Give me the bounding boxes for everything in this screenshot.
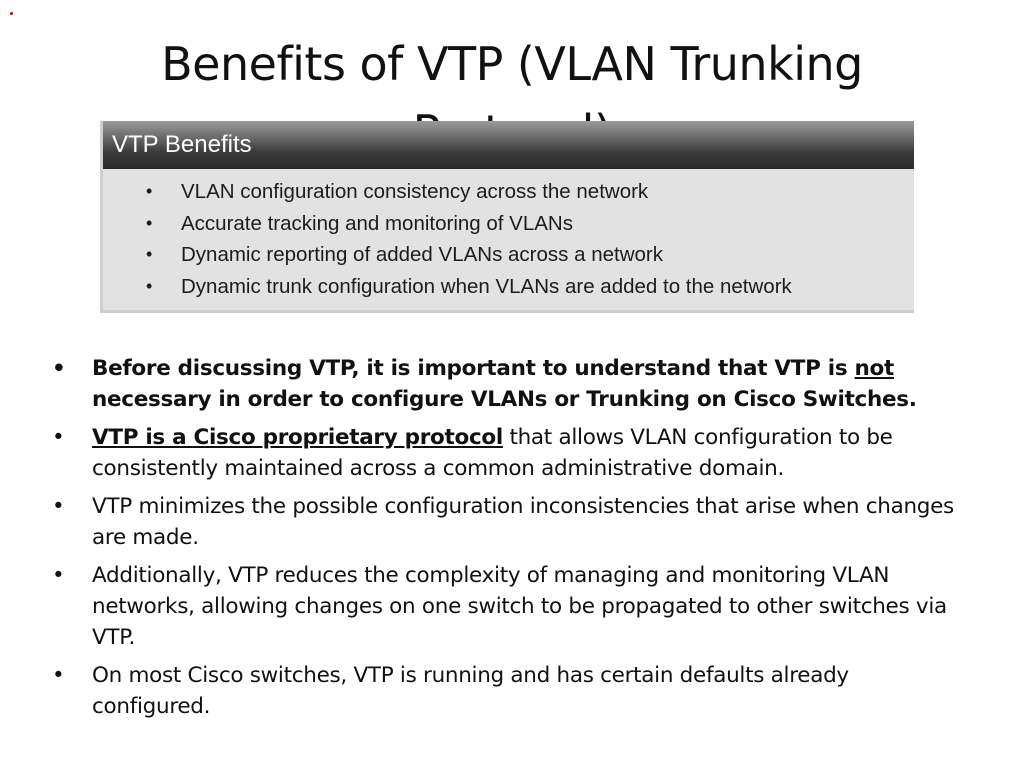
- point-text: On most Cisco switches, VTP is running and has certain defaults already configured.: [92, 663, 849, 719]
- bullet-point: [52, 422, 972, 484]
- bullet-point: [52, 560, 972, 653]
- bullet-point: [52, 353, 972, 415]
- figure-header: VTP Benefits: [103, 121, 914, 169]
- slide-title: Benefits of VTP (VLAN Trunking: [161, 37, 863, 91]
- emphasis-not: not: [854, 356, 894, 381]
- bullet-icon: •: [146, 181, 153, 201]
- body-content: [52, 353, 972, 729]
- figure-item-text: VLAN configuration consistency across the network: [181, 180, 649, 203]
- bullet-icon: •: [146, 212, 153, 233]
- corner-mark: [10, 12, 13, 15]
- bullet-icon: •: [52, 663, 65, 688]
- figure-item-text: Dynamic reporting of added VLANs across a network: [181, 243, 663, 266]
- bullet-point: [52, 660, 972, 722]
- figure-item: [103, 239, 914, 271]
- point-text: necessary in order to configure VLANs or Trunking on Cisco Switches.: [92, 387, 917, 412]
- figure-item-text: Dynamic trunk configuration when VLANs are added to the network: [181, 274, 792, 298]
- figure-item-text: Accurate tracking and monitoring of VLANs: [181, 211, 573, 235]
- bullet-icon: •: [52, 494, 65, 519]
- point-text: Before discussing VTP, it is important to understand that VTP is: [92, 356, 855, 381]
- point-text: Additionally, VTP reduces the complexity of managing and monitoring VLAN networks, allowing changes on one switch to be propagated to other switches via VTP.: [92, 563, 947, 650]
- bullet-point: [52, 491, 972, 553]
- bullet-icon: •: [52, 356, 66, 381]
- bullet-icon: •: [146, 275, 153, 296]
- vtp-benefits-figure: [100, 121, 914, 313]
- point-text: that allows VLAN configuration to be consistently maintained across a common administrative domain.: [92, 425, 893, 481]
- bullet-icon: •: [52, 425, 65, 450]
- emphasis-proprietary: VTP is a Cisco proprietary protocol: [92, 425, 503, 450]
- figure-list: [103, 169, 914, 302]
- bullet-icon: •: [146, 244, 153, 264]
- figure-item: [103, 176, 914, 208]
- bullet-icon: •: [52, 563, 65, 588]
- point-text: VTP minimizes the possible configuration inconsistencies that arise when changes are made.: [92, 494, 954, 550]
- figure-item: [103, 208, 914, 240]
- figure-item: [103, 271, 914, 303]
